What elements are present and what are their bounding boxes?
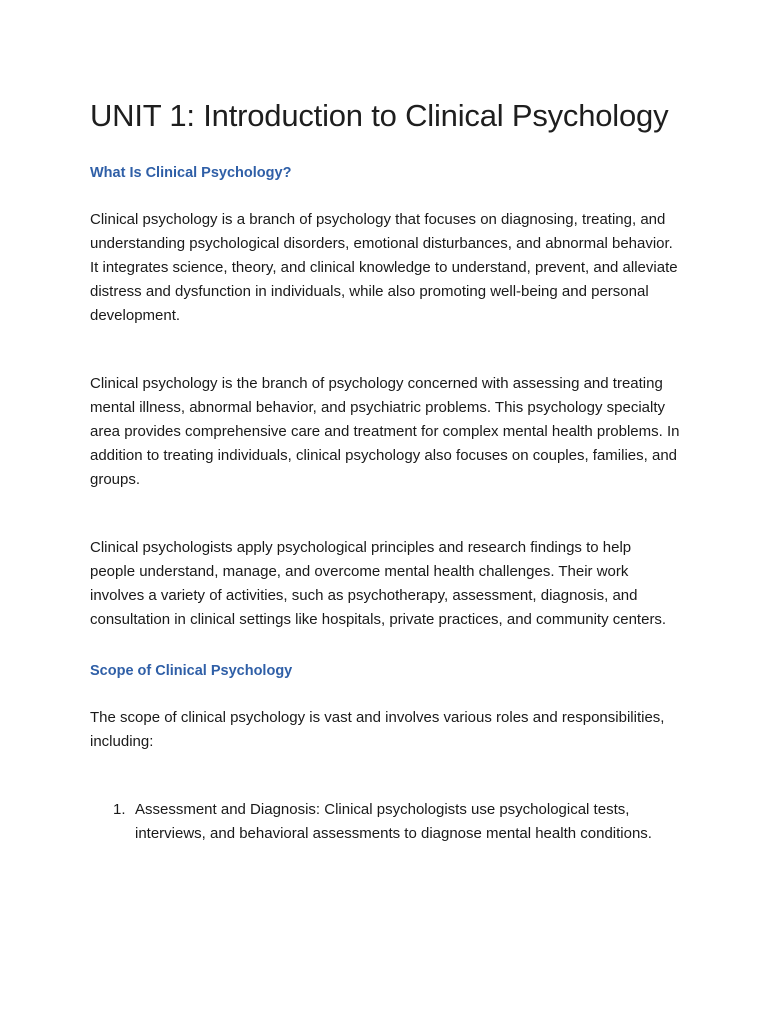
paragraph: Clinical psychology is a branch of psychology that focuses on diagnosing, treating, and understanding psychological disorders, emotional disturbances, and abnormal behavior. It integrates science, theory, and clinical knowledge to understand, prevent, and alleviate distress and dysfunction in individuals, while also promoting well-being and personal development.: [90, 211, 678, 324]
section-heading-what-is: What Is Clinical Psychology?: [90, 165, 292, 181]
list-item: [90, 798, 680, 846]
paragraph: Clinical psychology is the branch of psychology concerned with assessing and treating mental illness, abnormal behavior, and psychiatric problems. This psychology specialty area provides comprehensive care and treatment for complex mental health problems. In addition to treating individuals, clinical psychology also focuses on couples, families, and groups.: [90, 375, 680, 488]
document-body: [90, 96, 680, 846]
scope-intro-paragraph: The scope of clinical psychology is vast and involves various roles and responsibilities, including:: [90, 709, 665, 750]
list-item-text: Assessment and Diagnosis: Clinical psychologists use psychological tests, interviews, and behavioral assessments to diagnose mental health conditions.: [135, 801, 652, 842]
paragraph: Clinical psychologists apply psychological principles and research findings to help people understand, manage, and overcome mental health challenges. Their work involves a variety of activities, such as psychotherapy, assessment, diagnosis, and consultation in clinical settings like hospitals, private practices, and community centers.: [90, 539, 667, 628]
scope-list: [90, 798, 680, 846]
list-item-number: 1.: [113, 801, 126, 818]
section-heading-scope: Scope of Clinical Psychology: [90, 663, 293, 679]
page-title: UNIT 1: Introduction to Clinical Psychology: [90, 98, 669, 133]
